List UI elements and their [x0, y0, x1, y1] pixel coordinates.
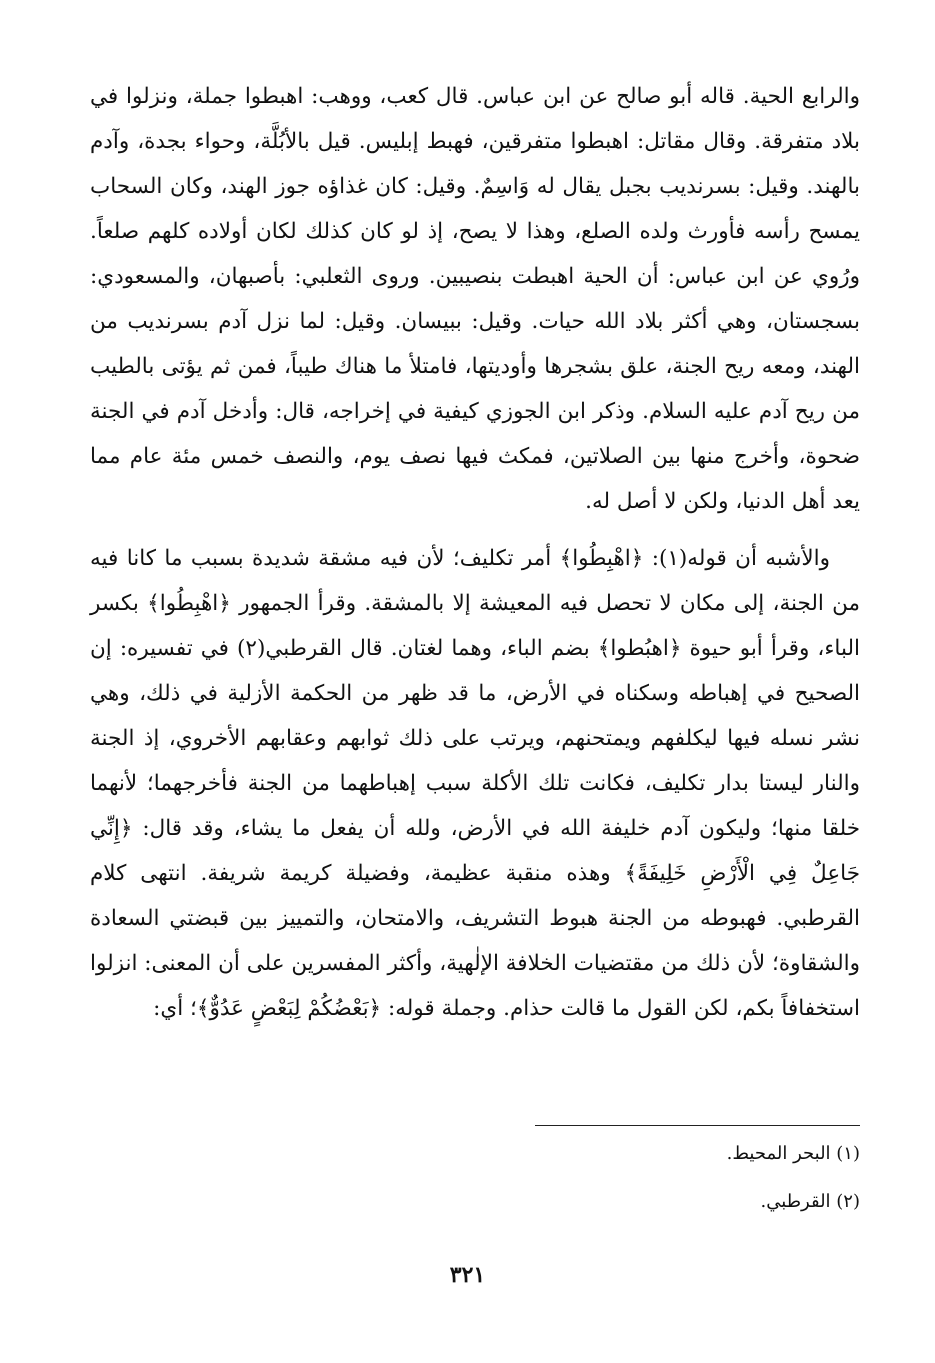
footnote-1: (١) البحر المحيط. [726, 1143, 860, 1164]
main-text-body [90, 74, 860, 1031]
body-paragraph: والرابع الحية. قاله أبو صالح عن ابن عباس. قال كعب، ووهب: اهبطوا جملة، ونزلوا في بلاد متفرقة. وقال مقاتل: اهبطوا متفرقين، فهبط إبليس. قيل بالأبُلَّة، وحواء بجدة، وآدم بالهند. وقيل: بسرنديب بجبل يقال له وَاسِمٌ. وقيل: كان غذاؤه جوز الهند، وكان السحاب يمسح رأسه فأورث ولده الصلع، وهذا لا يصح، إذ لو كان كذلك لكان أولاده كلهم صلعاً. ورُوي عن ابن عباس: أن الحية اهبطت بنصيبين. وروى الثعلبي: بأصبهان، والمسعودي: بسجستان، وهي أكثر بلاد الله حيات. وقيل: ببيسان. وقيل: لما نزل آدم بسرنديب من الهند، ومعه ريح الجنة، علق بشجرها وأوديتها، فامتلأ ما هناك طيباً، فمن ثم يؤتى بالطيب من ريح آدم عليه السلام. وذكر ابن الجوزي كيفية في إخراجه، قال: وأدخل آدم في الجنة ضحوة، وأخرج منها بين الصلاتين، فمكث فيها نصف يوم، والنصف خمس مئة عام مما يعد أهل الدنيا، ولكن لا أصل له. [90, 84, 860, 514]
page-number: ٣٢١ [449, 1262, 486, 1288]
footnotes [90, 1140, 860, 1236]
body-paragraph: والأشبه أن قوله(١): ﴿اهْبِطُوا﴾ أمر تكليف؛ لأن فيه مشقة شديدة بسبب ما كانا فيه من الجنة، إلى مكان لا تحصل فيه المعيشة إلا بالمشقة. وقرأ الجمهور ﴿اهْبِطُوا﴾ بكسر الباء، وقرأ أبو حيوة ﴿اهبُطوا﴾ بضم الباء، وهما لغتان. قال القرطبي(٢) في تفسيره: إن الصحيح في إهباطه وسكناه في الأرض، ما قد ظهر من الحكمة الأزلية في ذلك، وهي نشر نسله فيها ليكلفهم ويمتحنهم، ويرتب على ذلك ثوابهم وعقابهم الأخروي، إذ الجنة والنار ليستا بدار تكليف، فكانت تلك الأكلة سبب إهباطهما من الجنة فأخرجهما؛ لأنهما خلقا منها؛ وليكون آدم خليفة الله في الأرض، ولله أن يفعل ما يشاء، وقد قال: ﴿إِنِّي جَاعِلٌ فِي الْأَرْضِ خَلِيفَةً﴾ وهذه منقبة عظيمة، وفضيلة كريمة شريفة. انتهى كلام القرطبي. فهبوطه من الجنة هبوط التشريف، والامتحان، والتمييز بين قبضتي السعادة والشقاوة؛ لأن ذلك من مقتضيات الخلافة الإلٰهية، وأكثر المفسرين على أن المعنى: انزلوا استخفافاً بكم، لكن القول ما قالت حذام. وجملة قوله: ﴿بَعْضُكُمْ لِبَعْضٍ عَدُوٌّ﴾؛ أي: [90, 546, 860, 1021]
footnote-divider [535, 1125, 860, 1126]
footnote-2: (٢) القرطبي. [760, 1191, 860, 1212]
